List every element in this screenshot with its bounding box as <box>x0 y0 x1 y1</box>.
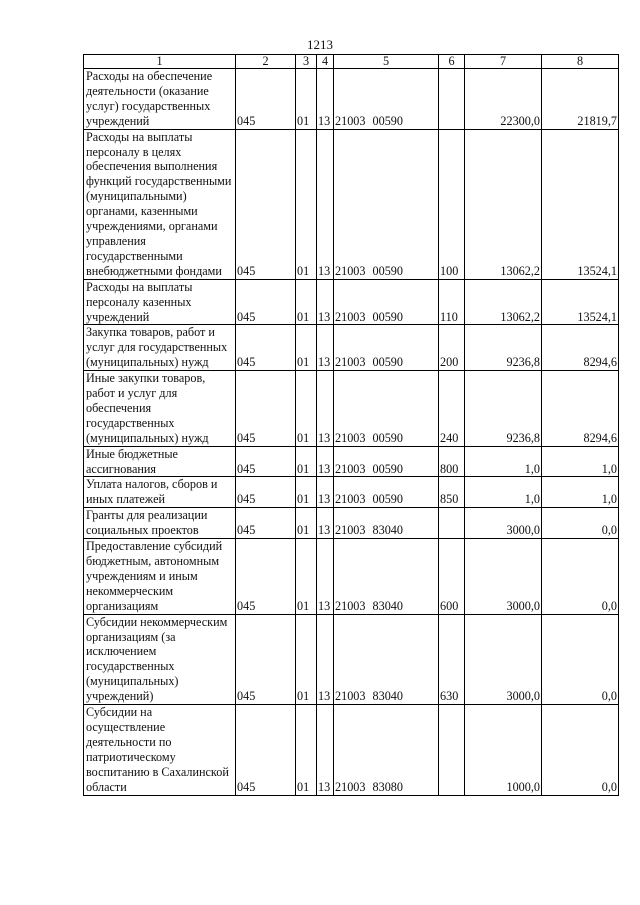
target-article: 21003 00590 <box>334 279 439 325</box>
amount-col7: 3000,0 <box>465 508 542 539</box>
amount-col8: 0,0 <box>542 508 619 539</box>
target-article: 21003 00590 <box>334 371 439 447</box>
amount-col7: 1,0 <box>465 446 542 477</box>
expense-name: Уплата налогов, сборов и иных платежей <box>84 477 236 508</box>
subsection-code: 13 <box>317 539 334 615</box>
table-row <box>84 539 619 615</box>
expense-type <box>439 705 465 795</box>
section-code: 01 <box>296 508 317 539</box>
amount-col7: 3000,0 <box>465 614 542 704</box>
subsection-code: 13 <box>317 129 334 279</box>
subsection-code: 13 <box>317 325 334 371</box>
col-header: 3 <box>296 55 317 69</box>
ministry-code: 045 <box>236 508 296 539</box>
amount-col7: 22300,0 <box>465 69 542 130</box>
ministry-code: 045 <box>236 705 296 795</box>
section-code: 01 <box>296 446 317 477</box>
amount-col7: 13062,2 <box>465 279 542 325</box>
col-header: 4 <box>317 55 334 69</box>
expense-name: Гранты для реализации социальных проектов <box>84 508 236 539</box>
section-code: 01 <box>296 279 317 325</box>
subsection-code: 13 <box>317 69 334 130</box>
expense-type <box>439 508 465 539</box>
expense-type <box>439 69 465 130</box>
expense-type: 600 <box>439 539 465 615</box>
section-code: 01 <box>296 69 317 130</box>
target-article: 21003 83040 <box>334 614 439 704</box>
table-row <box>84 477 619 508</box>
subsection-code: 13 <box>317 279 334 325</box>
amount-col8: 13524,1 <box>542 279 619 325</box>
amount-col8: 0,0 <box>542 539 619 615</box>
expense-name: Субсидии некоммерческим организациям (за исключением государственных (муниципальных) учреждений) <box>84 614 236 704</box>
section-code: 01 <box>296 539 317 615</box>
subsection-code: 13 <box>317 446 334 477</box>
ministry-code: 045 <box>236 446 296 477</box>
table-row <box>84 279 619 325</box>
section-code: 01 <box>296 129 317 279</box>
subsection-code: 13 <box>317 508 334 539</box>
amount-col7: 9236,8 <box>465 325 542 371</box>
table-row <box>84 446 619 477</box>
col-header: 7 <box>465 55 542 69</box>
subsection-code: 13 <box>317 477 334 508</box>
expense-type: 110 <box>439 279 465 325</box>
table-row <box>84 371 619 447</box>
expense-type: 850 <box>439 477 465 508</box>
amount-col8: 8294,6 <box>542 371 619 447</box>
section-code: 01 <box>296 477 317 508</box>
amount-col7: 9236,8 <box>465 371 542 447</box>
expense-type: 200 <box>439 325 465 371</box>
ministry-code: 045 <box>236 539 296 615</box>
table-row <box>84 325 619 371</box>
target-article: 21003 00590 <box>334 446 439 477</box>
section-code: 01 <box>296 325 317 371</box>
ministry-code: 045 <box>236 614 296 704</box>
table-row <box>84 508 619 539</box>
col-header: 6 <box>439 55 465 69</box>
ministry-code: 045 <box>236 477 296 508</box>
table-row <box>84 69 619 130</box>
ministry-code: 045 <box>236 325 296 371</box>
header-row <box>84 55 619 69</box>
target-article: 21003 00590 <box>334 129 439 279</box>
col-header: 8 <box>542 55 619 69</box>
ministry-code: 045 <box>236 129 296 279</box>
target-article: 21003 00590 <box>334 325 439 371</box>
amount-col8: 1,0 <box>542 446 619 477</box>
subsection-code: 13 <box>317 705 334 795</box>
ministry-code: 045 <box>236 279 296 325</box>
expense-type: 630 <box>439 614 465 704</box>
expense-name: Расходы на выплаты персоналу в целях обеспечения выполнения функций государственными (муниципальными) органами, казенными учреждениями, органами управления государственными внебюджетными фондами <box>84 129 236 279</box>
amount-col8: 8294,6 <box>542 325 619 371</box>
expense-type: 800 <box>439 446 465 477</box>
target-article: 21003 83040 <box>334 508 439 539</box>
amount-col7: 13062,2 <box>465 129 542 279</box>
table-row <box>84 129 619 279</box>
expense-name: Закупка товаров, работ и услуг для государственных (муниципальных) нужд <box>84 325 236 371</box>
target-article: 21003 83040 <box>334 539 439 615</box>
section-code: 01 <box>296 371 317 447</box>
subsection-code: 13 <box>317 614 334 704</box>
expense-name: Расходы на обеспечение деятельности (оказание услуг) государственных учреждений <box>84 69 236 130</box>
expense-name: Иные закупки товаров, работ и услуг для обеспечения государственных (муниципальных) нужд <box>84 371 236 447</box>
col-header: 5 <box>334 55 439 69</box>
budget-table <box>83 54 619 796</box>
expense-name: Предоставление субсидий бюджетным, автономным учреждениям и иным некоммерческим организациям <box>84 539 236 615</box>
amount-col7: 1000,0 <box>465 705 542 795</box>
expense-name: Субсидии на осуществление деятельности по патриотическому воспитанию в Сахалинской области <box>84 705 236 795</box>
amount-col8: 0,0 <box>542 705 619 795</box>
amount-col8: 13524,1 <box>542 129 619 279</box>
amount-col8: 21819,7 <box>542 69 619 130</box>
page-number: 1213 <box>307 37 333 52</box>
target-article: 21003 00590 <box>334 69 439 130</box>
subsection-code: 13 <box>317 371 334 447</box>
amount-col7: 1,0 <box>465 477 542 508</box>
amount-col8: 0,0 <box>542 614 619 704</box>
expense-name: Расходы на выплаты персоналу казенных учреждений <box>84 279 236 325</box>
expense-name: Иные бюджетные ассигнования <box>84 446 236 477</box>
col-header: 1 <box>84 55 236 69</box>
amount-col8: 1,0 <box>542 477 619 508</box>
expense-type: 100 <box>439 129 465 279</box>
expense-type: 240 <box>439 371 465 447</box>
table-row <box>84 614 619 704</box>
target-article: 21003 00590 <box>334 477 439 508</box>
ministry-code: 045 <box>236 371 296 447</box>
section-code: 01 <box>296 705 317 795</box>
target-article: 21003 83080 <box>334 705 439 795</box>
section-code: 01 <box>296 614 317 704</box>
amount-col7: 3000,0 <box>465 539 542 615</box>
table-row <box>84 705 619 795</box>
col-header: 2 <box>236 55 296 69</box>
ministry-code: 045 <box>236 69 296 130</box>
